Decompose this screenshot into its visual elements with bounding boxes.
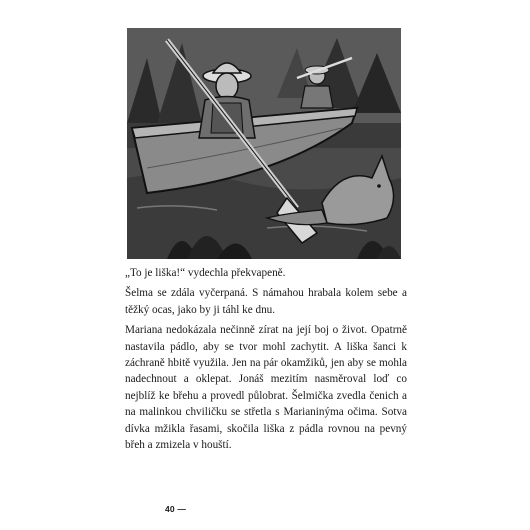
paragraph: Šelma se zdála vyčerpaná. S námahou hrabala kolem sebe a těžký ocas, jako by ji táhl ke dnu. [125, 287, 407, 316]
story-text [125, 265, 407, 453]
page-number: 40 — [165, 504, 187, 514]
paragraph: Mariana nedokázala nečinně zírat na její boj o život. Opatrně nastavila pádlo, aby se tvor mohl zachytit. A liška šanci k záchraně hbitě využila. Jen na pár okamžiků, jen aby se mohla nadechnout a oklepat. Jonáš mezitím nasměroval loď co nejblíž ke břehu a provedl půlobrat. Šelmička zvedla čenich a na malinkou chviličku se střetla s Marianinýma očima. Sotva dívka mžikla řasami, skočila liška z pádla rovnou na pevný břeh a zmizela v houští. [125, 324, 407, 452]
canoe-fox-illustration-icon [127, 28, 401, 259]
paragraph: „To je liška!“ vydechla překvapeně. [125, 267, 286, 279]
